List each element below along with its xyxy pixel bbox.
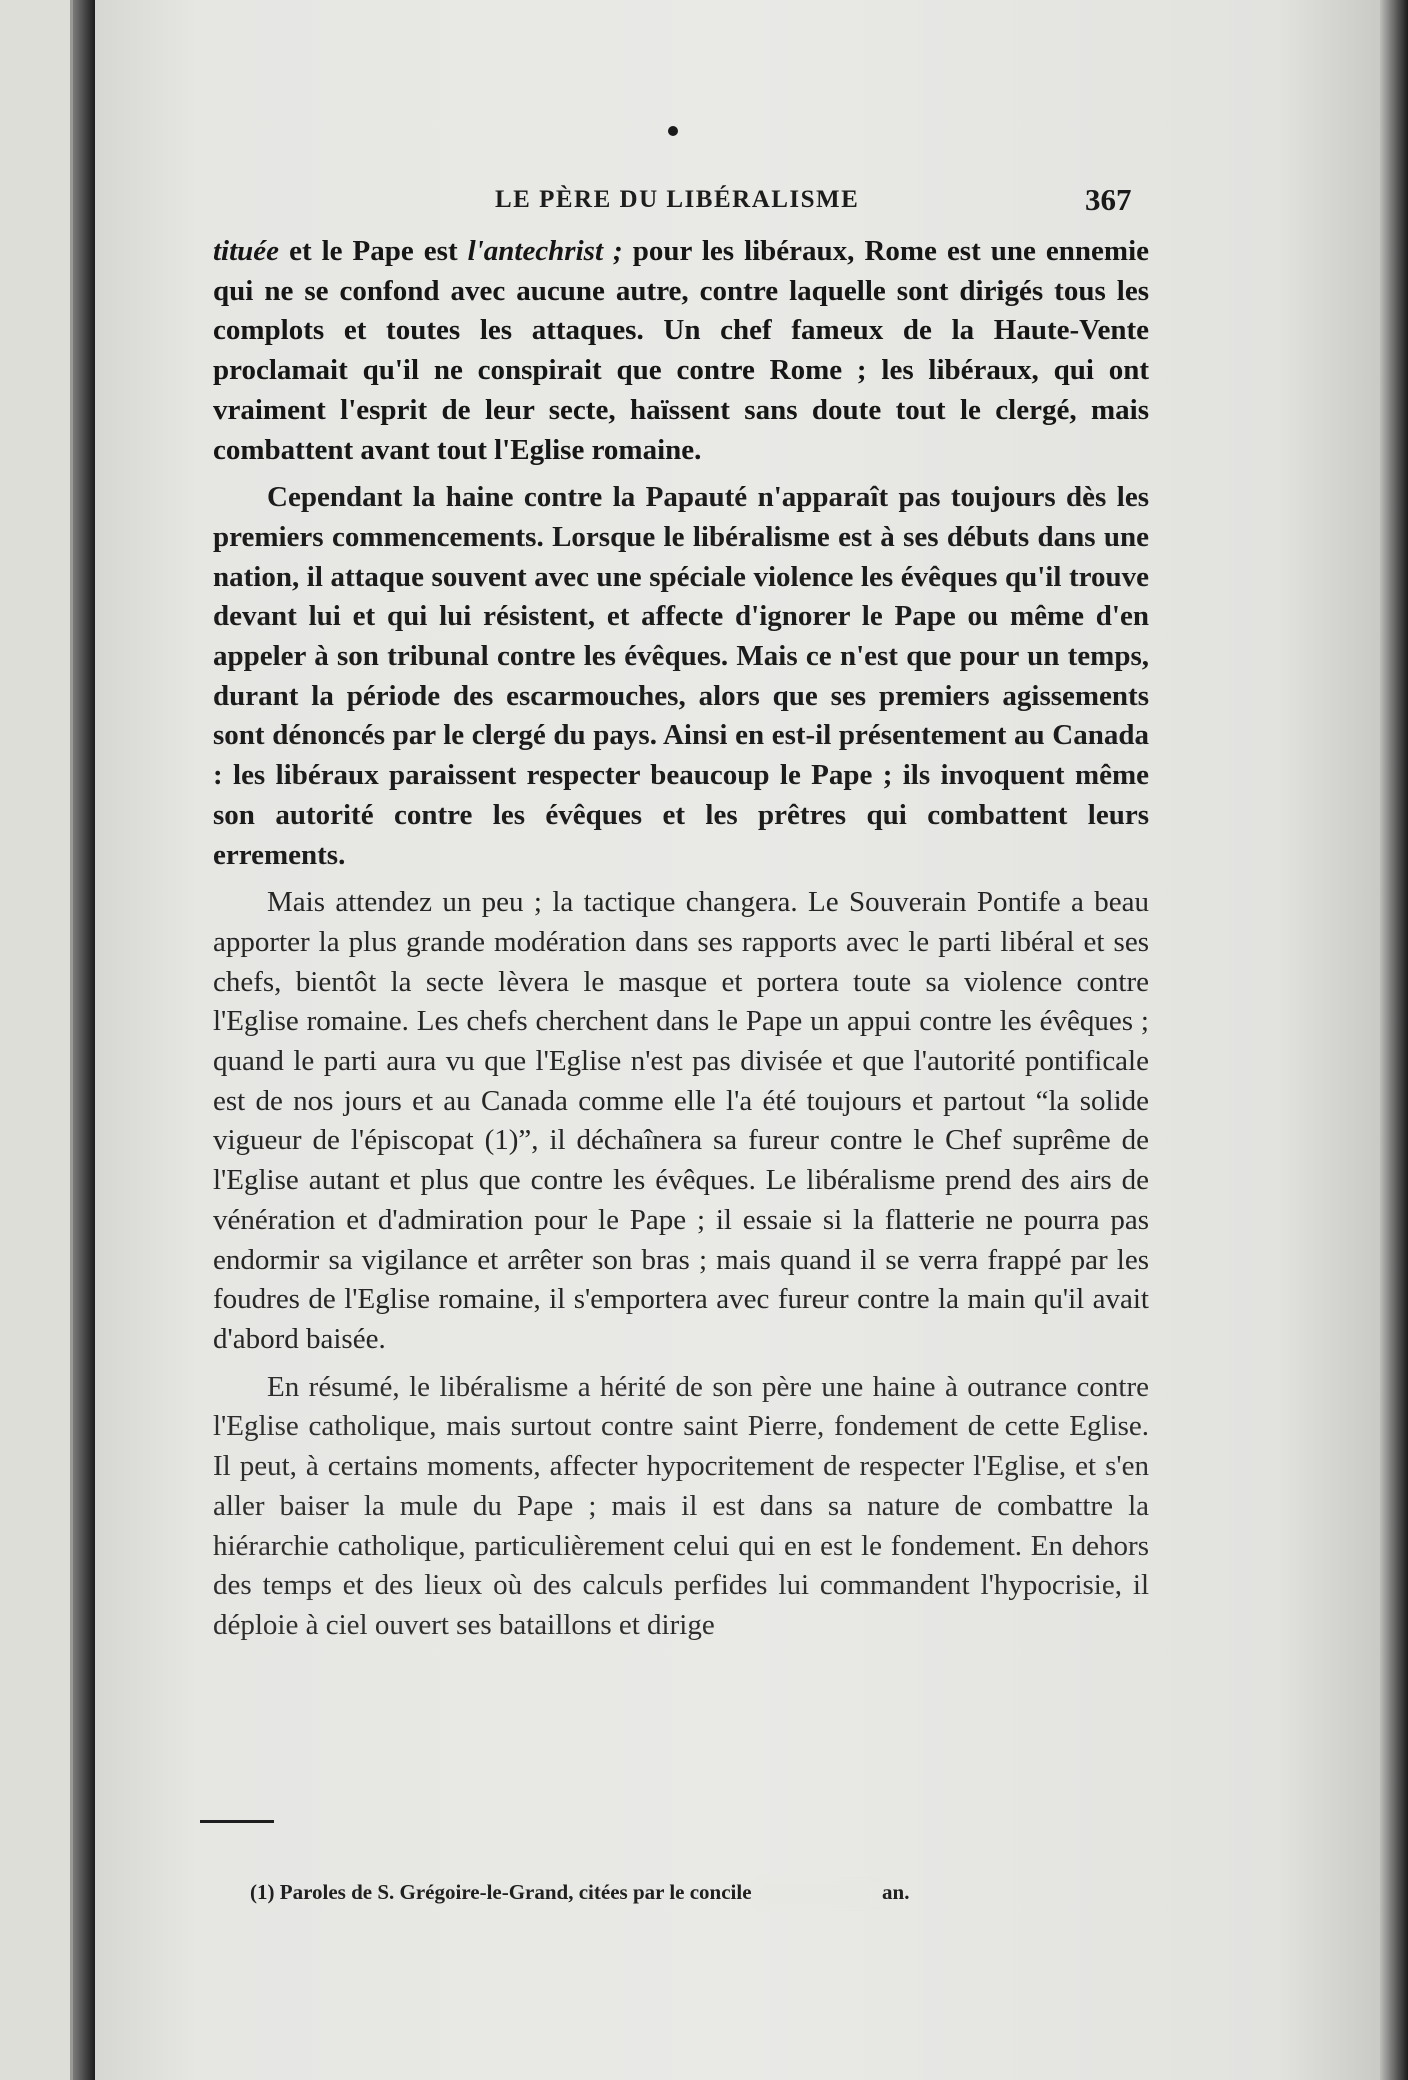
right-binding-shadow <box>1380 0 1408 2080</box>
paragraph-4: En résumé, le libéralisme a hérité de son père une haine à outrance contre l'Eglise catholique, mais surtout contre saint Pierre, fondement de cette Eglise. Il peut, à certains moments, affecter hypocritement de respecter l'Eglise, et s'en aller baiser la mule du Pape ; mais il est dans sa nature de combattre la hiérarchie catholique, particulièrement celui qui en est le fondement. En dehors des temps et des lieux où des calculs perfides lui commandent l'hypocrisie, il déploie à ciel ouvert ses bataillons et dirige <box>213 1370 1149 1641</box>
paragraph-2: Cependant la haine contre la Papauté n'apparaît pas toujours dès les premiers commencements. Lorsque le libéralisme est à ses débuts dans une nation, il attaque souvent avec une spéciale violence les évêques qu'il trouve devant lui et qui lui résistent, et affecte d'ignorer le Pape ou même d'en appeler à son tribunal contre les évêques. Mais ce n'est que pour un temps, durant la période des escarmouches, alors que ses premiers agissements sont dénoncés par le clergé du pays. Ainsi en est-il présentement au Canada : les libéraux paraissent respecter beaucoup le Pape ; ils invoquent même son autorité contre les évêques et les prêtres qui combattent leurs errements. <box>213 481 1149 871</box>
body-text <box>213 232 1149 1646</box>
printer-dot-mark <box>668 126 678 136</box>
footnote-text-end: an. <box>882 1880 910 1904</box>
running-head <box>0 182 1408 222</box>
paragraph-1 <box>213 232 1149 470</box>
footnote-text-start: (1) Paroles de S. Grégoire-le-Grand, citées par le concile <box>250 1880 752 1904</box>
running-title: LE PÈRE DU LIBÉRALISME <box>495 186 860 213</box>
p1-text-a: et le Pape est <box>279 235 468 267</box>
italic-word-tituee: tituée <box>213 235 280 267</box>
footnote <box>250 1880 909 1905</box>
italic-word-antechrist: l'antechrist ; <box>467 235 623 267</box>
p1-text-b: pour les libéraux, Rome est une ennemie qui ne se confond avec aucune autre, contre laquelle sont dirigés tous les complots et toutes les attaques. Un chef fameux de la Haute-Vente proclamait qu'il ne conspirait que contre Rome ; les libéraux, qui ont vraiment l'esprit de leur secte, haïssent sans doute tout le clergé, mais combattent avant tout l'Eglise romaine. <box>213 235 1150 466</box>
page-number: 367 <box>1085 182 1132 217</box>
paragraph-3: Mais attendez un peu ; la tactique changera. Le Souverain Pontife a beau apporter la plus grande modération dans ses rapports avec le parti libéral et ses chefs, bientôt la secte lèvera le masque et portera toute sa violence contre l'Eglise romaine. Les chefs cherchent dans le Pape un appui contre les évêques ; quand le parti aura vu que l'Eglise n'est pas divisée et que l'autorité pontificale est de nos jours et au Canada comme elle l'a été toujours et partout “la solide vigueur de l'épiscopat (1)”, il déchaînera sa fureur contre le Chef suprême de l'Eglise autant et plus que contre les évêques. Le libéralisme prend des airs de vénération et d'admiration pour le Pape ; il essaie si la flatterie ne pourra pas endormir sa vigilance et arrêter son bras ; mais quand il se verra frappé par les foudres de l'Eglise romaine, il s'emportera avec fureur contre la main qu'il avait d'abord baisée. <box>213 886 1149 1355</box>
footnote-smudge <box>757 1883 877 1905</box>
footnote-rule <box>200 1820 274 1823</box>
previous-page-edge <box>0 0 73 2080</box>
